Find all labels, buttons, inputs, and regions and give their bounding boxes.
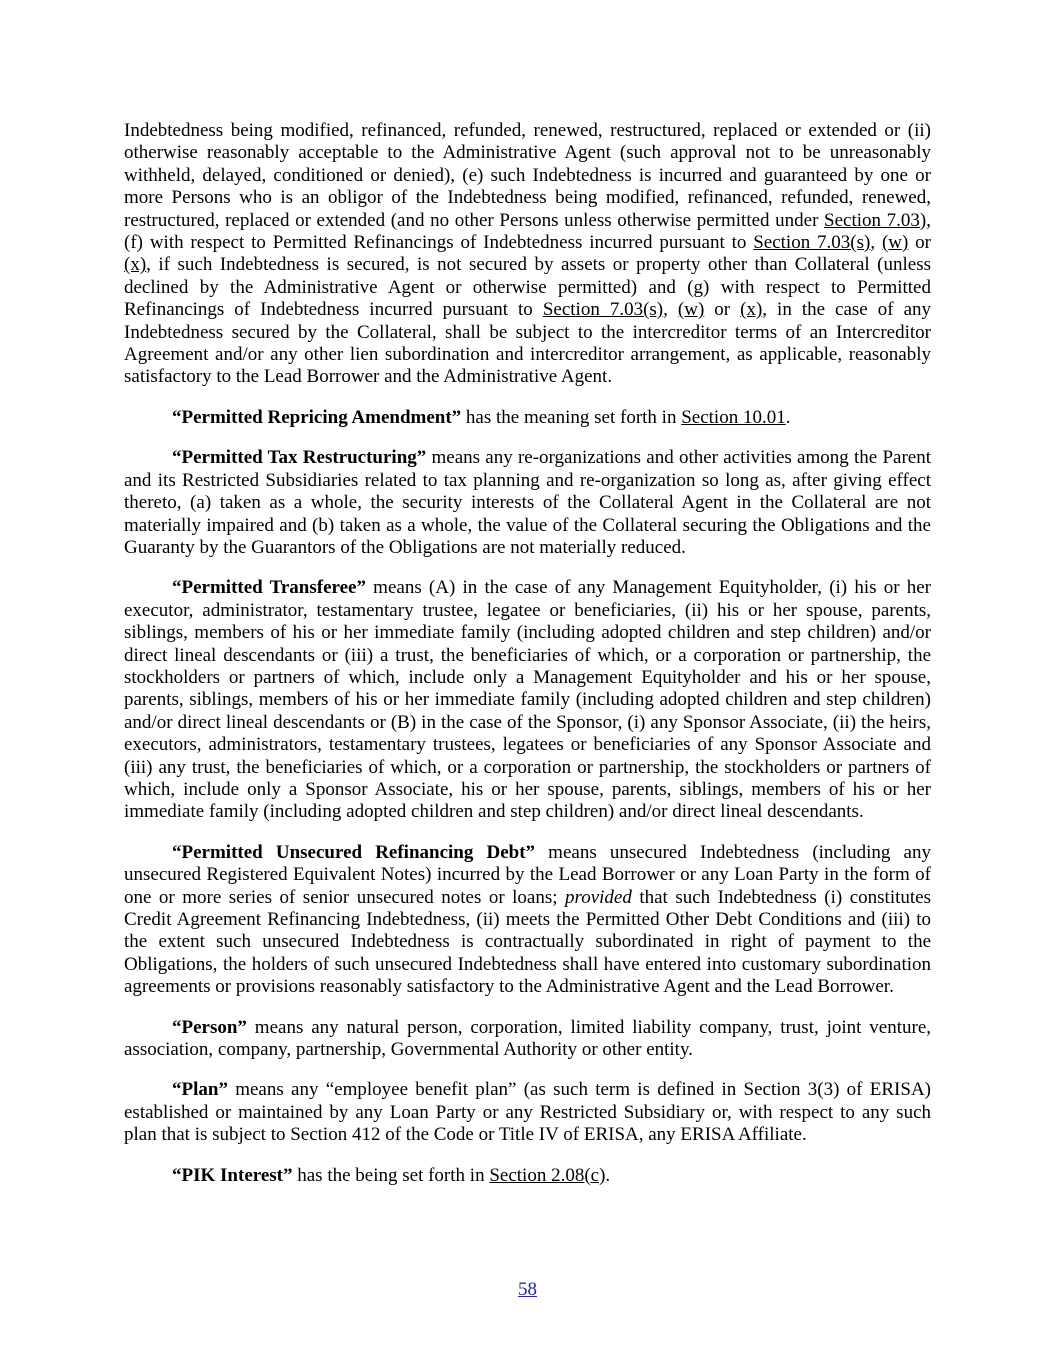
text-run: ,	[663, 299, 678, 321]
text-run: .	[785, 406, 791, 428]
defined-term: “Person”	[172, 1016, 247, 1038]
section-reference-link[interactable]: Section 7.03	[824, 209, 920, 231]
text-run: Indebtedness being modified, refinanced, refunded, renewed, restructured, replaced or extended or (ii) otherwise reasonably acceptable to the Administrative Agent (such approval not to be unreasonably withheld, delayed, conditioned or denied), (e) such Indebtedness is incurred and guaranteed by one or more Persons who is an obligor of the Indebtedness being modified, refinanced, refunded, renewed, restructured, replaced or extended (and no other Persons unless otherwise permitted under	[124, 120, 931, 231]
text-run: means any natural person, corporation, limited liability company, trust, joint venture, association, company, partnership, Governmental Authority or other entity.	[124, 1016, 931, 1061]
section-reference-link[interactable]: (w)	[677, 299, 705, 321]
defined-term: “Plan”	[172, 1079, 228, 1101]
text-run: has the being set forth in	[292, 1164, 490, 1186]
text-run: , if such Indebtedness is secured, is not secured by assets or property other than Collateral (unless declined by the Administrative Agent or otherwise permitted) and (g) with respect to Permitted Refinancings of Indebtedness incurred pursuant to	[124, 254, 931, 321]
definition-person	[124, 1017, 931, 1062]
document-body	[124, 120, 931, 1187]
page-number-link[interactable]: 58	[518, 1279, 537, 1300]
text-run: or	[704, 299, 741, 321]
defined-term: “PIK Interest”	[172, 1164, 293, 1186]
defined-term: “Permitted Transferee”	[172, 577, 366, 599]
defined-term: “Permitted Unsecured Refinancing Debt”	[172, 841, 536, 863]
section-reference-link[interactable]: Section 2.08(c)	[489, 1164, 606, 1186]
page-footer	[0, 1279, 1055, 1301]
text-run: means any re-organizations and other activities among the Parent and its Restricted Subsidiaries related to tax planning and re-organization so long as, after giving effect thereto, (a) taken as a whole, the security interests of the Collateral Agent in the Collateral are not materially impaired and (b) taken as a whole, the value of the Collateral securing the Obligations and the Guaranty by the Guarantors of the Obligations are not materially reduced.	[124, 447, 931, 558]
text-run: or	[908, 232, 932, 254]
text-run: .	[605, 1164, 611, 1186]
definition-permitted-unsecured-refinancing-debt	[124, 842, 931, 999]
definition-plan	[124, 1079, 931, 1146]
section-reference-link[interactable]: Section 7.03(s)	[542, 299, 664, 321]
text-run: provided	[565, 886, 632, 908]
definition-permitted-repricing-amendment	[124, 407, 931, 429]
defined-term: “Permitted Tax Restructuring”	[172, 447, 427, 469]
section-reference-link[interactable]: (x)	[740, 299, 763, 321]
definition-permitted-tax-restructuring	[124, 447, 931, 559]
text-run: means any “employee benefit plan” (as such term is defined in Section 3(3) of ERISA) established or maintained by any Loan Party or any Restricted Subsidiary or, with respect to any such plan that is subject to Section 412 of the Code or Title IV of ERISA, any ERISA Affiliate.	[124, 1079, 931, 1146]
section-reference-link[interactable]: (w)	[881, 232, 909, 254]
text-run: means unsecured Indebtedness (including any unsecured Registered Equivalent Notes) incurred by the Lead Borrower or any Loan Party in the form of one or more series of senior unsecured notes or loans;	[124, 841, 931, 908]
section-reference-link[interactable]: (x)	[124, 254, 147, 276]
text-run: ,	[870, 232, 882, 254]
defined-term: “Permitted Repricing Amendment”	[172, 406, 462, 428]
definition-permitted-transferee	[124, 577, 931, 823]
text-run: , in the case of any Indebtedness secured by the Collateral, shall be subject to the intercreditor terms of an Intercreditor Agreement and/or any other lien subordination and intercreditor arrangement, as applicable, reasonably satisfactory to the Lead Borrower and the Administrative Agent.	[124, 299, 932, 388]
text-run: ), (f) with respect to Permitted Refinancings of Indebtedness incurred pursuant to	[124, 209, 931, 254]
section-reference-link[interactable]: Section 7.03(s)	[753, 232, 871, 254]
text-run: means (A) in the case of any Management Equityholder, (i) his or her executor, administrator, testamentary trustee, legatee or beneficiaries, (ii) his or her spouse, parents, siblings, members of his or her immediate family (including adopted children and step children) and/or direct lineal descendants or (iii) a trust, the beneficiaries of which, or a corporation or partnership, the stockholders or partners of which, include only a Management Equityholder and his or her spouse, parents, siblings, members of his or her immediate family (including adopted children and step children) and/or direct lineal descendants or (B) in the case of the Sponsor, (i) any Sponsor Associate, (ii) the heirs, executors, administrators, testamentary trustees, legatees or beneficiaries of any Sponsor Associate and (iii) any trust, the beneficiaries of which, or a corporation or partnership, the stockholders or partners of which, include only a Sponsor Associate, his or her spouse, parents, siblings, members of his or her immediate family (including adopted children and step children) and/or direct lineal descendants.	[124, 577, 931, 823]
text-run: that such Indebtedness (i) constitutes Credit Agreement Refinancing Indebtedness, (ii) meets the Permitted Other Debt Conditions and (iii) to the extent such unsecured Indebtedness is contractually subordinated in right of payment to the Obligations, the holders of such unsecured Indebtedness shall have entered into customary subordination agreements or provisions reasonably satisfactory to the Administrative Agent and the Lead Borrower.	[124, 886, 931, 998]
definition-pik-interest	[124, 1165, 931, 1187]
section-reference-link[interactable]: Section 10.01	[681, 406, 786, 428]
text-run: has the meaning set forth in	[461, 406, 682, 428]
continuation-paragraph	[124, 120, 931, 389]
